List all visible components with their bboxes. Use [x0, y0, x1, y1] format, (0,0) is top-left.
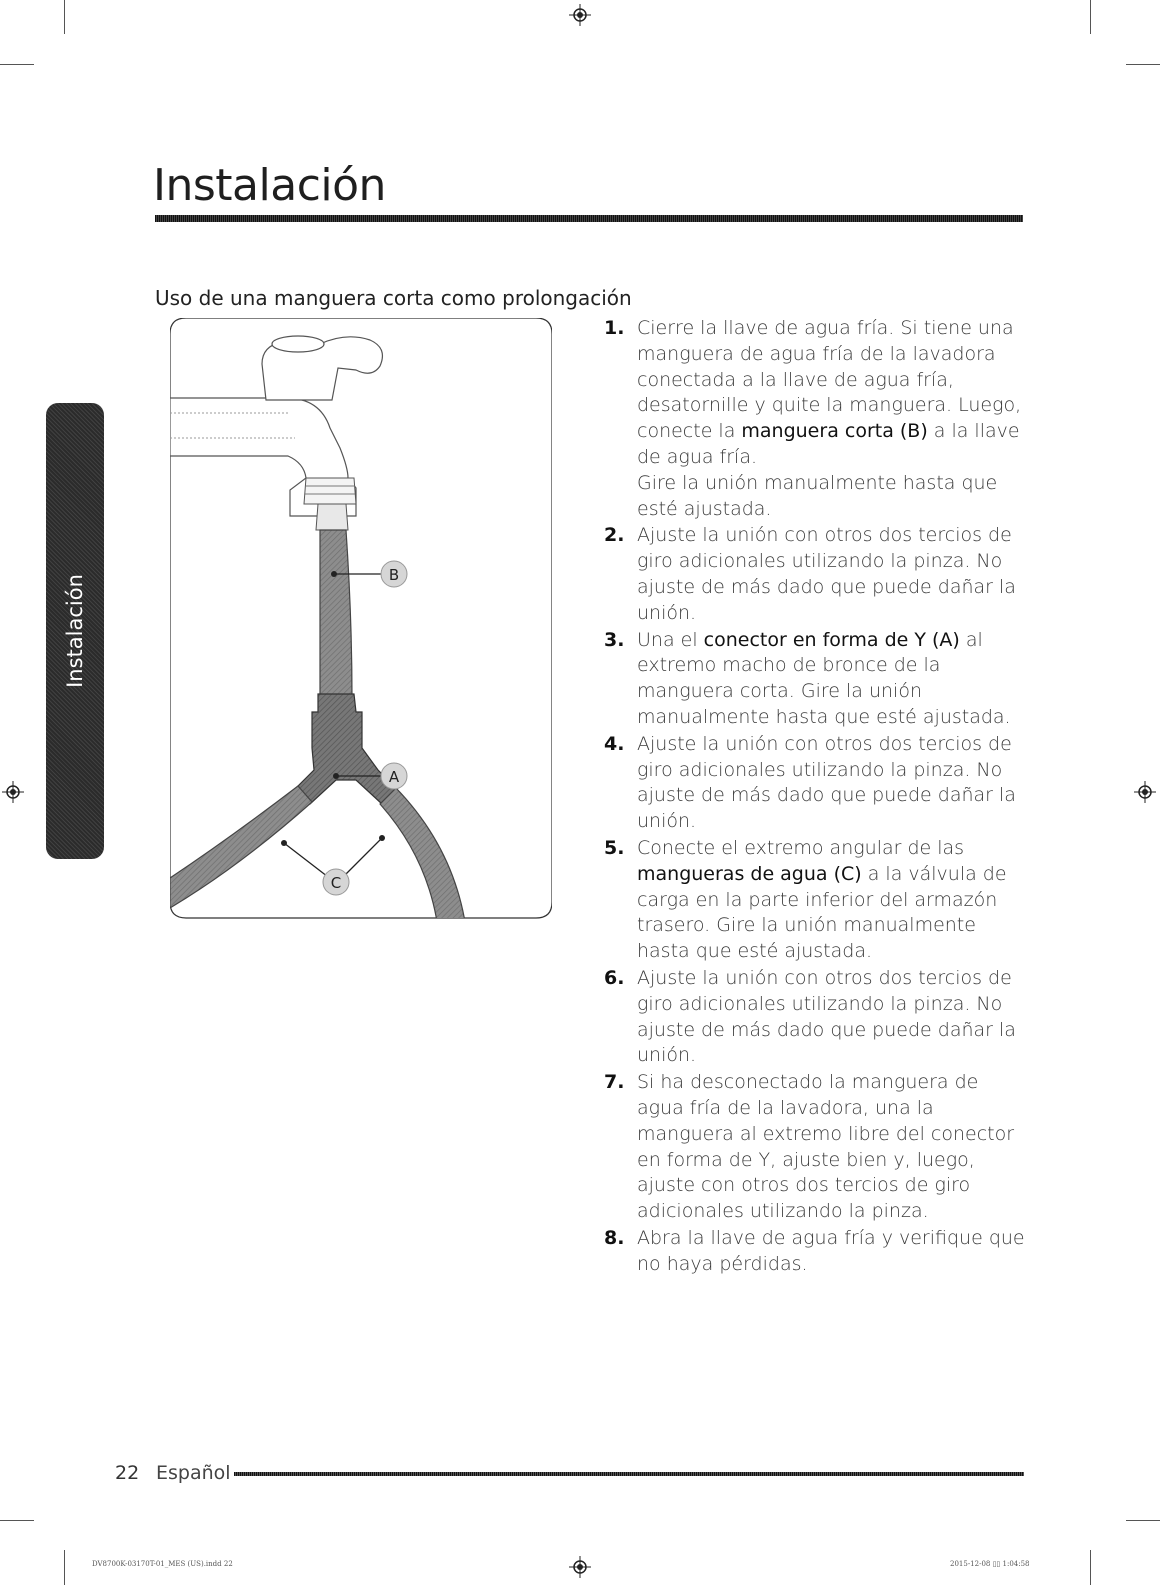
hose-diagram — [170, 318, 552, 928]
title-rule — [155, 215, 1023, 222]
crop-mark — [1090, 1550, 1091, 1585]
step-number: 5. — [604, 836, 625, 859]
crop-mark — [64, 0, 65, 34]
print-slug-date: 2015-12-08 ▯▯ 1:04:58 — [950, 1560, 1030, 1568]
step-5: 5. Conecte el extremo angular de las mangueras de agua (C) a la válvula de carga en la parte inferior del armazón trasero. Gire la unión manualmente hasta que esté ajustada. — [604, 836, 1007, 963]
crop-mark — [0, 64, 34, 65]
footer-rule — [234, 1472, 1024, 1476]
crop-mark — [1090, 0, 1091, 34]
step-7: 7. Si ha desconectado la manguera de agua fría de la lavadora, una la manguera al extremo libre del conector en forma de Y, ajuste bien y, luego, ajuste con otros dos tercios de giro adicionales utilizando la pinza. — [604, 1071, 1015, 1223]
step-number: 3. — [604, 628, 625, 651]
footer-language: Español — [156, 1462, 231, 1484]
hose-b — [320, 530, 352, 698]
callout-b-badge — [381, 561, 407, 587]
registration-mark-icon — [2, 781, 24, 803]
page-title: Instalación — [153, 160, 386, 211]
step-note: Gire la unión manualmente hasta que esté ajustada. — [637, 471, 998, 520]
crop-mark — [1126, 1520, 1160, 1521]
callout-c-badge — [323, 869, 349, 895]
step-1: 1. Cierre la llave de agua fría. Si tiene una manguera de agua fría de la lavadora conectada a la llave de agua fría, desatornille y quite la manguera. Luego, conecte la manguera corta (B) a la llave de agua fría. Gire la unión manualmente hasta que esté ajustada. — [604, 316, 1029, 522]
step-4: 4. Ajuste la unión con otros dos tercios de giro adicionales utilizando la pinza. No ajuste de más dado que puede dañar la unión. — [604, 732, 1016, 833]
section-title: Uso de una manguera corta como prolongación — [155, 286, 632, 310]
registration-mark-icon — [569, 1556, 591, 1578]
callout-a-label: A — [388, 768, 400, 786]
step-number: 7. — [604, 1071, 625, 1094]
step-number: 6. — [604, 966, 625, 989]
callout-b-label: B — [388, 566, 400, 584]
step-6: 6. Ajuste la unión con otros dos tercios de giro adicionales utilizando la pinza. No ajuste de más dado que puede dañar la unión. — [604, 966, 1016, 1067]
crop-mark — [64, 1550, 65, 1585]
callout-c-label: C — [330, 874, 342, 892]
step-number: 1. — [604, 317, 625, 339]
step-8: 8. Abra la llave de agua fría y verifique que no haya pérdidas. — [604, 1226, 1025, 1275]
page-number: 22 — [115, 1462, 140, 1484]
side-tab — [46, 403, 104, 859]
step-number: 2. — [604, 524, 625, 547]
crop-mark — [0, 1520, 34, 1521]
registration-mark-icon — [1134, 781, 1156, 803]
steps-list — [604, 316, 1029, 1278]
installation-illustration — [170, 318, 552, 928]
step-number: 8. — [604, 1226, 625, 1249]
step-3: 3. Una el conector en forma de Y (A) al extremo macho de bronce de la manguera corta. Gire la unión manualmente hasta que esté ajustada. — [604, 628, 1011, 728]
callout-a-badge — [381, 763, 407, 789]
step-2: 2. Ajuste la unión con otros dos tercios de giro adicionales utilizando la pinza. No ajuste de más dado que puede dañar la unión. — [604, 524, 1016, 624]
side-tab-label: Instalación — [63, 574, 87, 688]
registration-mark-icon — [569, 4, 591, 26]
crop-mark — [1126, 64, 1160, 65]
print-slug-file: DV8700K-03170T-01_MES (US).indd 22 — [92, 1560, 233, 1568]
step-number: 4. — [604, 732, 625, 755]
